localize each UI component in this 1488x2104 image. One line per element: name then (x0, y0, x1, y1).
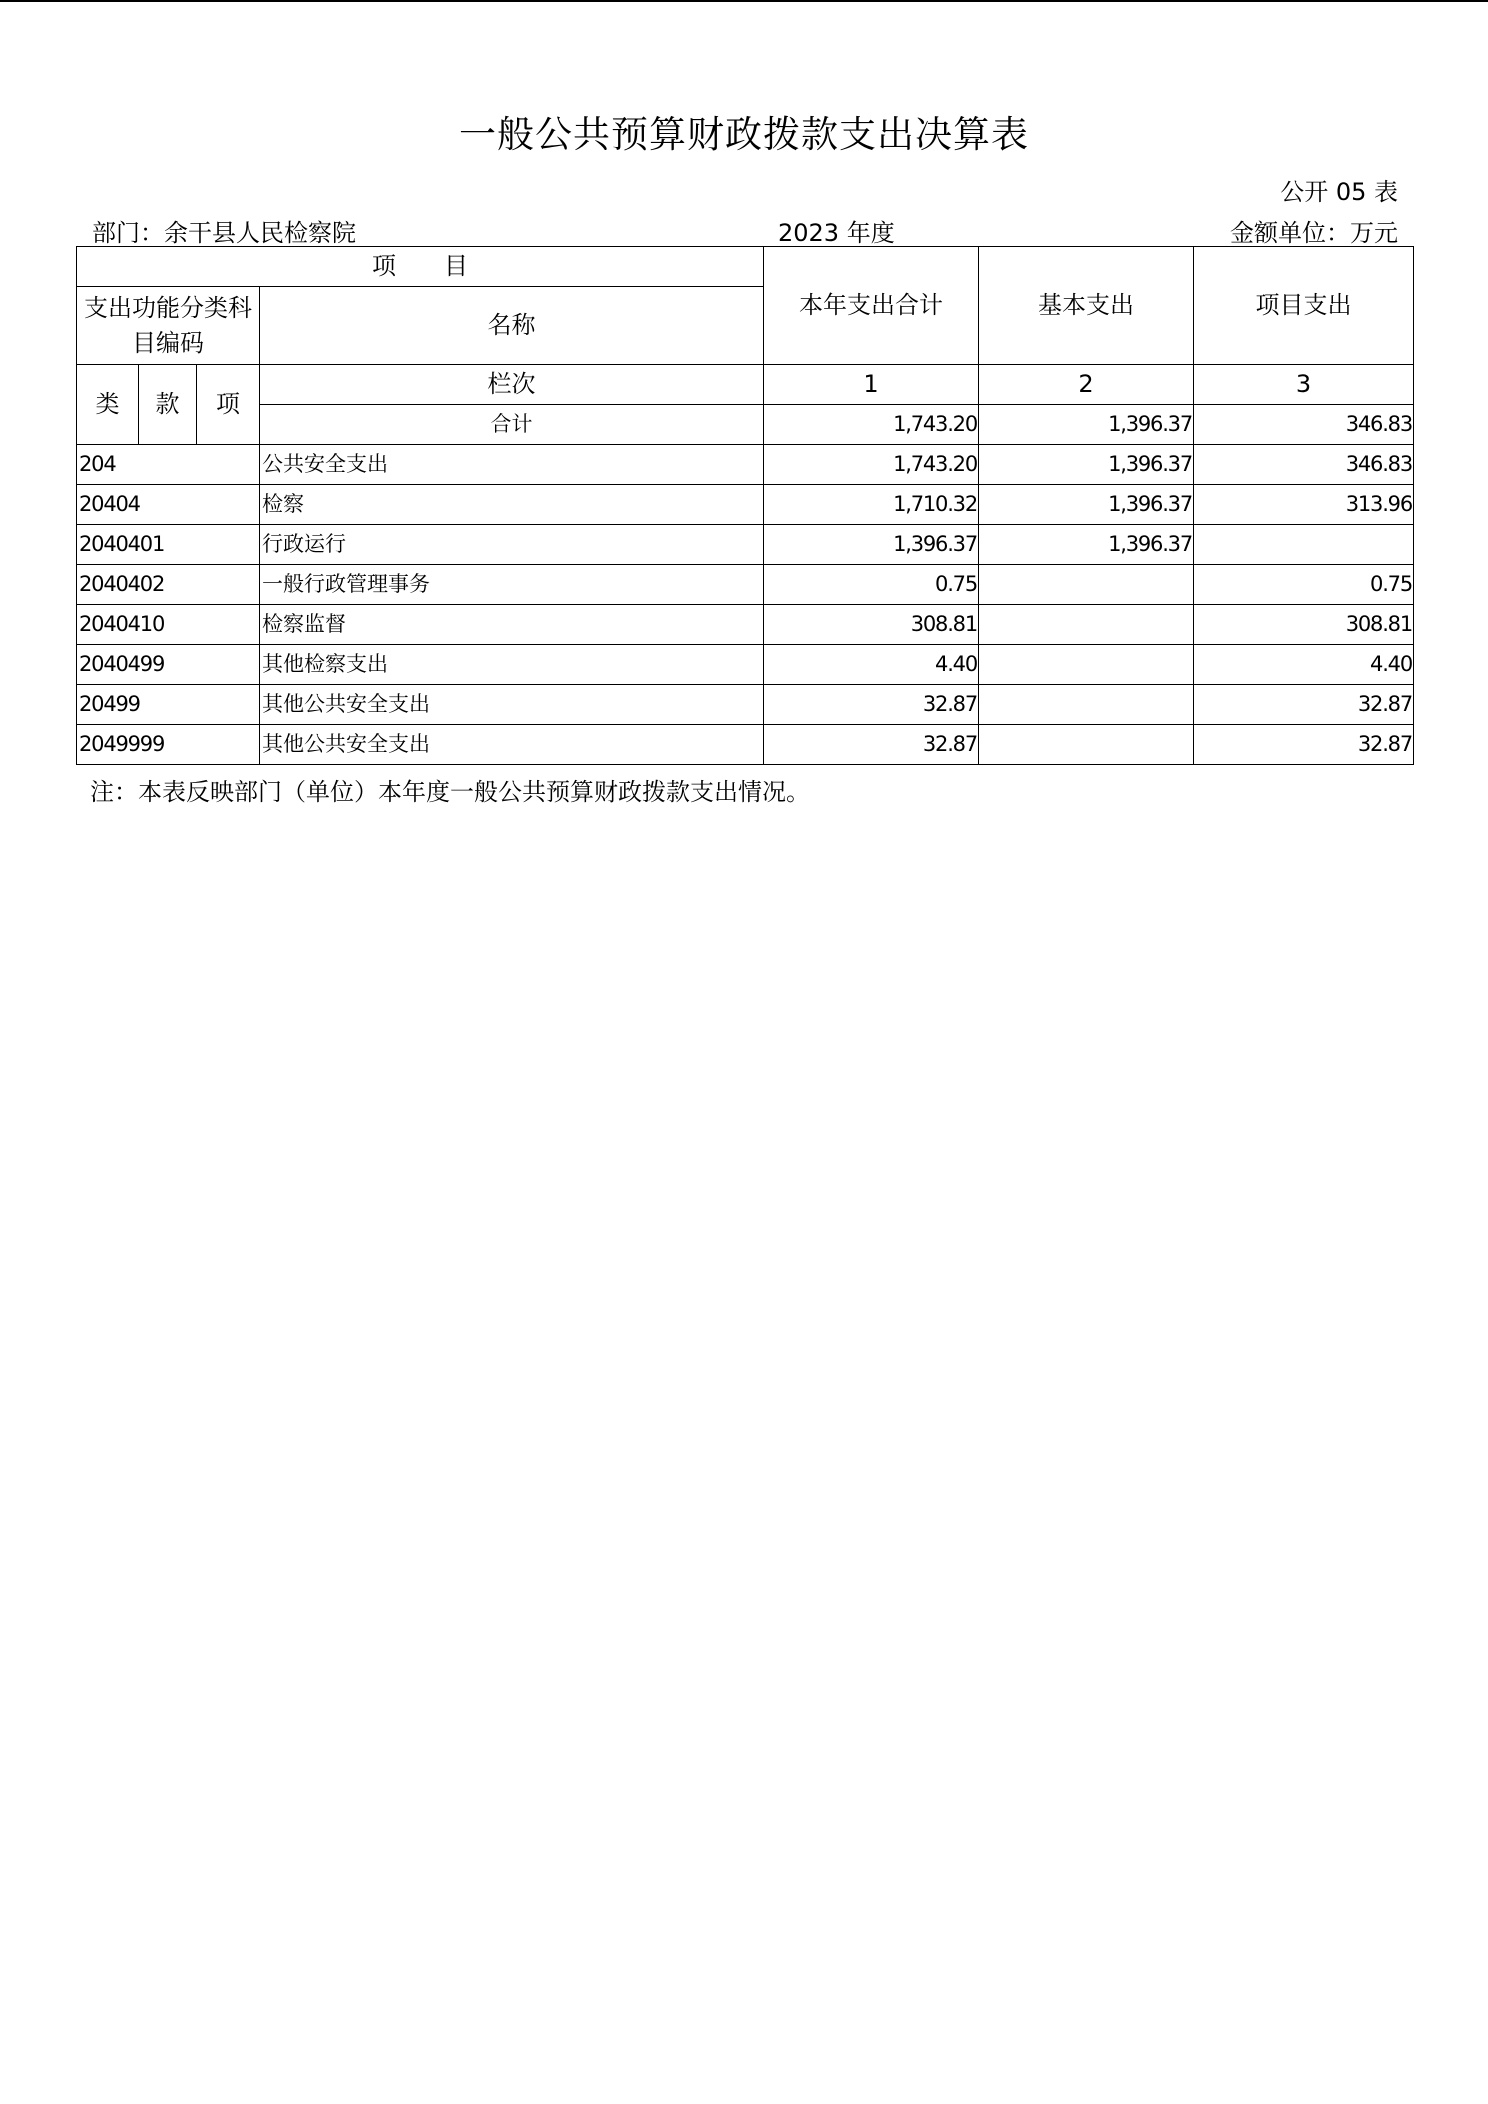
header-code-label: 支出功能分类科目编码 (77, 287, 260, 365)
row-code: 204 (77, 445, 260, 485)
table-row (77, 645, 1414, 685)
row-code: 2040499 (77, 645, 260, 685)
row-name: 行政运行 (260, 525, 764, 565)
row-code: 2049999 (77, 725, 260, 765)
row-project: 32.87 (1194, 685, 1414, 725)
header-index-2: 2 (979, 365, 1194, 405)
row-project: 32.87 (1194, 725, 1414, 765)
row-name: 检察 (260, 485, 764, 525)
header-index-3: 3 (1194, 365, 1414, 405)
row-code: 2040402 (77, 565, 260, 605)
row-project: 4.40 (1194, 645, 1414, 685)
table-row (77, 525, 1414, 565)
table-row (77, 685, 1414, 725)
row-name: 其他公共安全支出 (260, 725, 764, 765)
row-project (1194, 525, 1414, 565)
top-border-line (0, 0, 1488, 2)
total-amount: 1,743.20 (764, 405, 979, 445)
total-label: 合计 (260, 405, 764, 445)
total-basic: 1,396.37 (979, 405, 1194, 445)
row-project: 308.81 (1194, 605, 1414, 645)
header-kuan: 款 (139, 365, 197, 445)
row-basic: 1,396.37 (979, 525, 1194, 565)
row-project: 313.96 (1194, 485, 1414, 525)
row-basic: 1,396.37 (979, 445, 1194, 485)
row-total: 1,396.37 (764, 525, 979, 565)
table-row (77, 725, 1414, 765)
table-row (77, 565, 1414, 605)
row-name: 公共安全支出 (260, 445, 764, 485)
form-number: 公开 05 表 (1280, 178, 1398, 206)
row-total: 1,710.32 (764, 485, 979, 525)
row-basic (979, 685, 1194, 725)
amount-unit-label: 金额单位：万元 (1230, 219, 1398, 247)
header-row-index-label: 栏次 (260, 365, 764, 405)
row-code: 2040410 (77, 605, 260, 645)
row-total: 32.87 (764, 725, 979, 765)
row-total: 4.40 (764, 645, 979, 685)
total-project: 346.83 (1194, 405, 1414, 445)
fiscal-year-label: 2023 年度 (778, 219, 895, 247)
page-title: 一般公共预算财政拨款支出决算表 (459, 113, 1029, 156)
row-project: 346.83 (1194, 445, 1414, 485)
header-col-project: 项目支出 (1194, 247, 1414, 365)
header-xiang: 项 (197, 365, 260, 445)
row-code: 2040401 (77, 525, 260, 565)
table-row (77, 605, 1414, 645)
row-basic (979, 645, 1194, 685)
table-row (77, 485, 1414, 525)
row-code: 20499 (77, 685, 260, 725)
row-total: 32.87 (764, 685, 979, 725)
department-label: 部门：余干县人民检察院 (92, 219, 356, 247)
row-code: 20404 (77, 485, 260, 525)
row-total: 1,743.20 (764, 445, 979, 485)
header-row-index-values (77, 365, 1414, 405)
header-row-item (77, 247, 1414, 287)
header-lei: 类 (77, 365, 139, 445)
header-index-1: 1 (764, 365, 979, 405)
table-row (77, 445, 1414, 485)
expenditure-table (76, 246, 1414, 765)
row-basic: 1,396.37 (979, 485, 1194, 525)
row-name: 其他检察支出 (260, 645, 764, 685)
header-col-total: 本年支出合计 (764, 247, 979, 365)
header-name-label: 名称 (260, 287, 764, 365)
header-item: 项 目 (77, 247, 764, 287)
row-total: 308.81 (764, 605, 979, 645)
table-footnote: 注：本表反映部门（单位）本年度一般公共预算财政拨款支出情况。 (90, 778, 810, 806)
row-name: 其他公共安全支出 (260, 685, 764, 725)
row-project: 0.75 (1194, 565, 1414, 605)
total-row (77, 405, 1414, 445)
header-col-basic: 基本支出 (979, 247, 1194, 365)
row-name: 一般行政管理事务 (260, 565, 764, 605)
row-name: 检察监督 (260, 605, 764, 645)
row-basic (979, 725, 1194, 765)
row-basic (979, 605, 1194, 645)
row-total: 0.75 (764, 565, 979, 605)
row-basic (979, 565, 1194, 605)
